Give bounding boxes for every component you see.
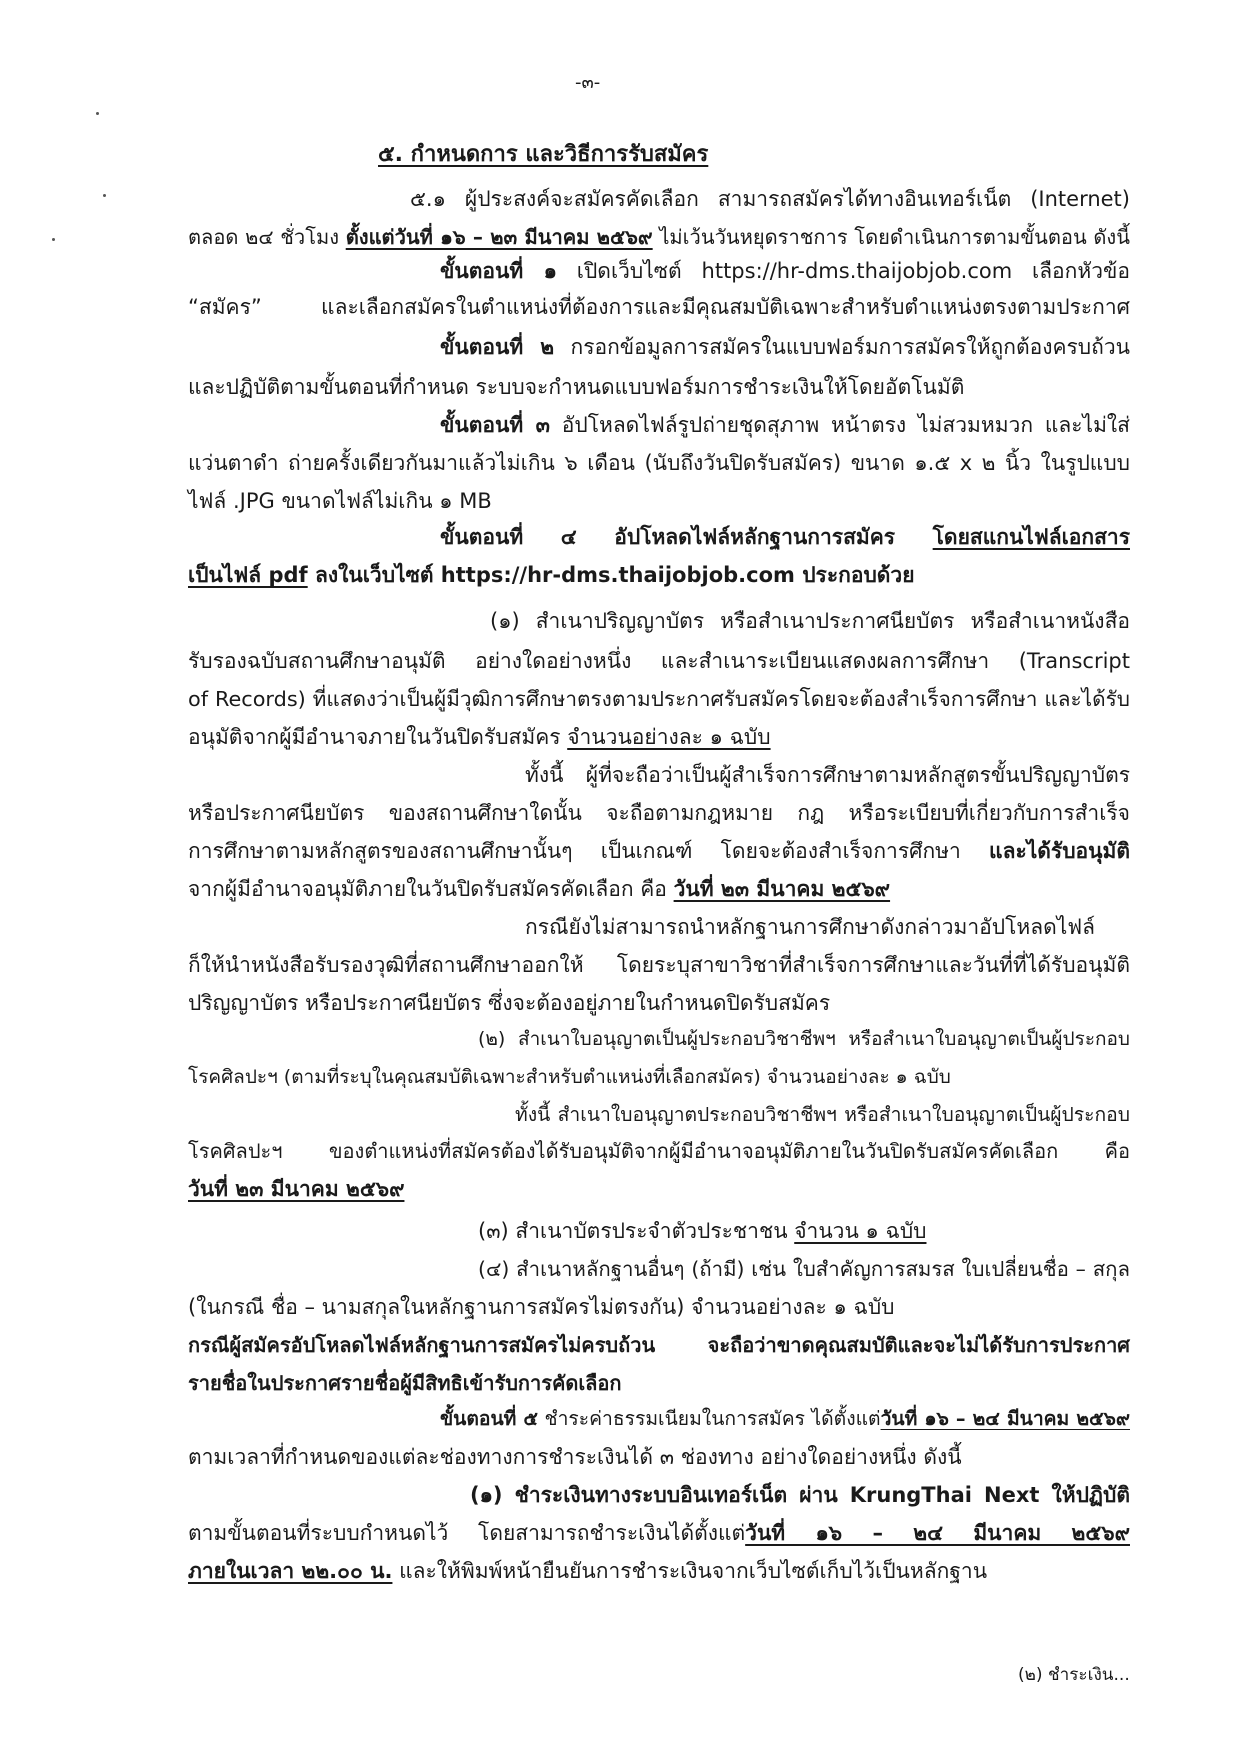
document-2-note-line-2: โรคศิลปะฯ ของตำแหน่งที่สมัครต้องได้รับอนุมัติจากผู้มีอำนาจอนุมัติภายในวันปิดรับสมัครคัดเลือก คือ bbox=[188, 1139, 1130, 1163]
paragraph-5-1-line-1: ๕.๑ ผู้ประสงค์จะสมัครคัดเลือก สามารถสมัครได้ทางอินเทอร์เน็ต (Internet) bbox=[410, 187, 1130, 211]
continuation-note: (๒) ชำระเงิน... bbox=[1018, 1665, 1130, 1685]
document-1-note-1-line-4: จากผู้มีอำนาจอนุมัติภายในวันปิดรับสมัครคัดเลือก คือ วันที่ ๒๓ มีนาคม ๒๕๖๙ bbox=[188, 877, 891, 901]
document-1-line-3: of Records) ที่แสดงว่าเป็นผู้มีวุฒิการศึกษาตรงตามประกาศรับสมัครโดยจะต้องสำเร็จการศึกษา และได้รับ bbox=[188, 687, 1130, 711]
step-3-line-1: ขั้นตอนที่ ๓ อัปโหลดไฟล์รูปถ่ายชุดสุภาพ หน้าตรง ไม่สวมหมวก และไม่ใส่ bbox=[440, 413, 1130, 437]
document-1-note-2-line-1: กรณียังไม่สามารถนำหลักฐานการศึกษาดังกล่าวมาอัปโหลดไฟล์ bbox=[525, 915, 1096, 939]
scan-speck bbox=[103, 194, 106, 197]
application-period: ตั้งแต่วันที่ ๑๖ – ๒๓ มีนาคม ๒๕๖๙ bbox=[345, 225, 653, 249]
step-5-line-1: ขั้นตอนที่ ๕ ชำระค่าธรรมเนียมในการสมัคร ได้ตั้งแต่วันที่ ๑๖ – ๒๔ มีนาคม ๒๕๖๙ bbox=[440, 1407, 1130, 1430]
scan-speck bbox=[96, 112, 99, 115]
document-3-line-1: (๓) สำเนาบัตรประจำตัวประชาชน จำนวน ๑ ฉบับ bbox=[478, 1219, 927, 1243]
document-1-note-2-line-2: ก็ให้นำหนังสือรับรองวุฒิที่สถานศึกษาออกให้ โดยระบุสาขาวิชาที่สำเร็จการศึกษาและวันที่ที่ได้รับอนุมัติ bbox=[188, 953, 1130, 977]
paragraph-5-1-line-2: ตลอด ๒๔ ชั่วโมง ตั้งแต่วันที่ ๑๖ – ๒๓ มีนาคม ๒๕๖๙ ไม่เว้นวันหยุดราชการ โดยดำเนินการตามขั้นตอน ดังนี้ bbox=[188, 225, 1130, 249]
document-4-line-2: (ในกรณี ชื่อ – นามสกุลในหลักฐานการสมัครไม่ตรงกัน) จำนวนอย่างละ ๑ ฉบับ bbox=[188, 1295, 895, 1319]
warning-line-1: กรณีผู้สมัครอัปโหลดไฟล์หลักฐานการสมัครไม่ครบถ้วน จะถือว่าขาดคุณสมบัติและจะไม่ได้รับการประกาศ bbox=[188, 1333, 1130, 1357]
section-heading: ๕. กำหนดการ และวิธีการรับสมัคร bbox=[378, 142, 709, 167]
document-1-note-1-line-1: ทั้งนี้ ผู้ที่จะถือว่าเป็นผู้สำเร็จการศึกษาตามหลักสูตรขั้นปริญญาบัตร bbox=[525, 763, 1130, 787]
document-2-line-1: (๒) สำเนาใบอนุญาตเป็นผู้ประกอบวิชาชีพฯ หรือสำเนาใบอนุญาตเป็นผู้ประกอบ bbox=[478, 1028, 1130, 1050]
document-2-note-line-1: ทั้งนี้ สำเนาใบอนุญาตประกอบวิชาชีพฯ หรือสำเนาใบอนุญาตเป็นผู้ประกอบ bbox=[515, 1103, 1130, 1126]
page-number: -๓- bbox=[575, 72, 601, 93]
document-1-line-2: รับรองฉบับสถานศึกษาอนุมัติ อย่างใดอย่างหนึ่ง และสำเนาระเบียนแสดงผลการศึกษา (Transcript bbox=[188, 649, 1130, 673]
warning-line-2: รายชื่อในประกาศรายชื่อผู้มีสิทธิเข้ารับการคัดเลือก bbox=[188, 1371, 622, 1395]
payment-1-line-2: ตามขั้นตอนที่ระบบกำหนดไว้ โดยสามารถชำระเงินได้ตั้งแต่วันที่ ๑๖ – ๒๔ มีนาคม ๒๕๖๙ bbox=[188, 1521, 1130, 1545]
step-4-line-1: ขั้นตอนที่ ๔ อัปโหลดไฟล์หลักฐานการสมัคร โดยสแกนไฟล์เอกสาร bbox=[440, 525, 1130, 549]
document-2-line-2: โรคศิลปะฯ (ตามที่ระบุในคุณสมบัติเฉพาะสำหรับตำแหน่งที่เลือกสมัคร) จำนวนอย่างละ ๑ ฉบับ bbox=[188, 1066, 951, 1088]
document-1-note-1-line-3: การศึกษาตามหลักสูตรของสถานศึกษานั้นๆ เป็นเกณฑ์ โดยจะต้องสำเร็จการศึกษา และได้รับอนุมัติ bbox=[188, 839, 1130, 863]
payment-1-line-3: ภายในเวลา ๒๒.๐๐ น. และให้พิมพ์หน้ายืนยันการชำระเงินจากเว็บไซต์เก็บไว้เป็นหลักฐาน bbox=[188, 1559, 988, 1583]
document-1-note-1-line-2: หรือประกาศนียบัตร ของสถานศึกษาใดนั้น จะถือตามกฎหมาย กฎ หรือระเบียบที่เกี่ยวกับการสำเร็จ bbox=[188, 801, 1130, 825]
step-3-line-3: ไฟล์ .JPG ขนาดไฟล์ไม่เกิน ๑ MB bbox=[188, 489, 492, 513]
document-1-line-1: (๑) สำเนาปริญญาบัตร หรือสำเนาประกาศนียบัตร หรือสำเนาหนังสือ bbox=[490, 609, 1130, 633]
step-1-line-2: “สมัคร” และเลือกสมัครในตำแหน่งที่ต้องการและมีคุณสมบัติเฉพาะสำหรับตำแหน่งตรงตามประกาศ bbox=[188, 295, 1130, 319]
document-1-note-2-line-3: ปริญญาบัตร หรือประกาศนียบัตร ซึ่งจะต้องอยู่ภายในกำหนดปิดรับสมัคร bbox=[188, 991, 831, 1015]
step-5-line-2: ตามเวลาที่กำหนดของแต่ละช่องทางการชำระเงินได้ ๓ ช่องทาง อย่างใดอย่างหนึ่ง ดังนี้ bbox=[188, 1445, 962, 1469]
document-1-line-4: อนุมัติจากผู้มีอำนาจภายในวันปิดรับสมัคร จำนวนอย่างละ ๑ ฉบับ bbox=[188, 725, 771, 749]
step-2-line-2: และปฏิบัติตามขั้นตอนที่กำหนด ระบบจะกำหนดแบบฟอร์มการชำระเงินให้โดยอัตโนมัติ bbox=[188, 375, 965, 399]
step-1-line-1: ขั้นตอนที่ ๑ เปิดเว็บไซต์ https://hr-dms.thaijobjob.com เลือกหัวข้อ bbox=[440, 259, 1130, 283]
step-3-line-2: แว่นตาดำ ถ่ายครั้งเดียวกันมาแล้วไม่เกิน ๖ เดือน (นับถึงวันปิดรับสมัคร) ขนาด ๑.๕ x ๒ นิ้ว ในรูปแบบ bbox=[188, 451, 1130, 475]
step-2-line-1: ขั้นตอนที่ ๒ กรอกข้อมูลการสมัครในแบบฟอร์มการสมัครให้ถูกต้องครบถ้วน bbox=[440, 335, 1130, 359]
payment-1-line-1: (๑) ชำระเงินทางระบบอินเทอร์เน็ต ผ่าน KrungThai Next ให้ปฏิบัติ bbox=[470, 1483, 1130, 1507]
scan-speck bbox=[52, 238, 55, 241]
step-4-line-2: เป็นไฟล์ pdf ลงในเว็บไซต์ https://hr-dms.thaijobjob.com ประกอบด้วย bbox=[188, 563, 915, 587]
document-4-line-1: (๔) สำเนาหลักฐานอื่นๆ (ถ้ามี) เช่น ใบสำคัญการสมรส ใบเปลี่ยนชื่อ – สกุล bbox=[478, 1257, 1130, 1281]
document-2-note-line-3: วันที่ ๒๓ มีนาคม ๒๕๖๙ bbox=[188, 1177, 405, 1201]
